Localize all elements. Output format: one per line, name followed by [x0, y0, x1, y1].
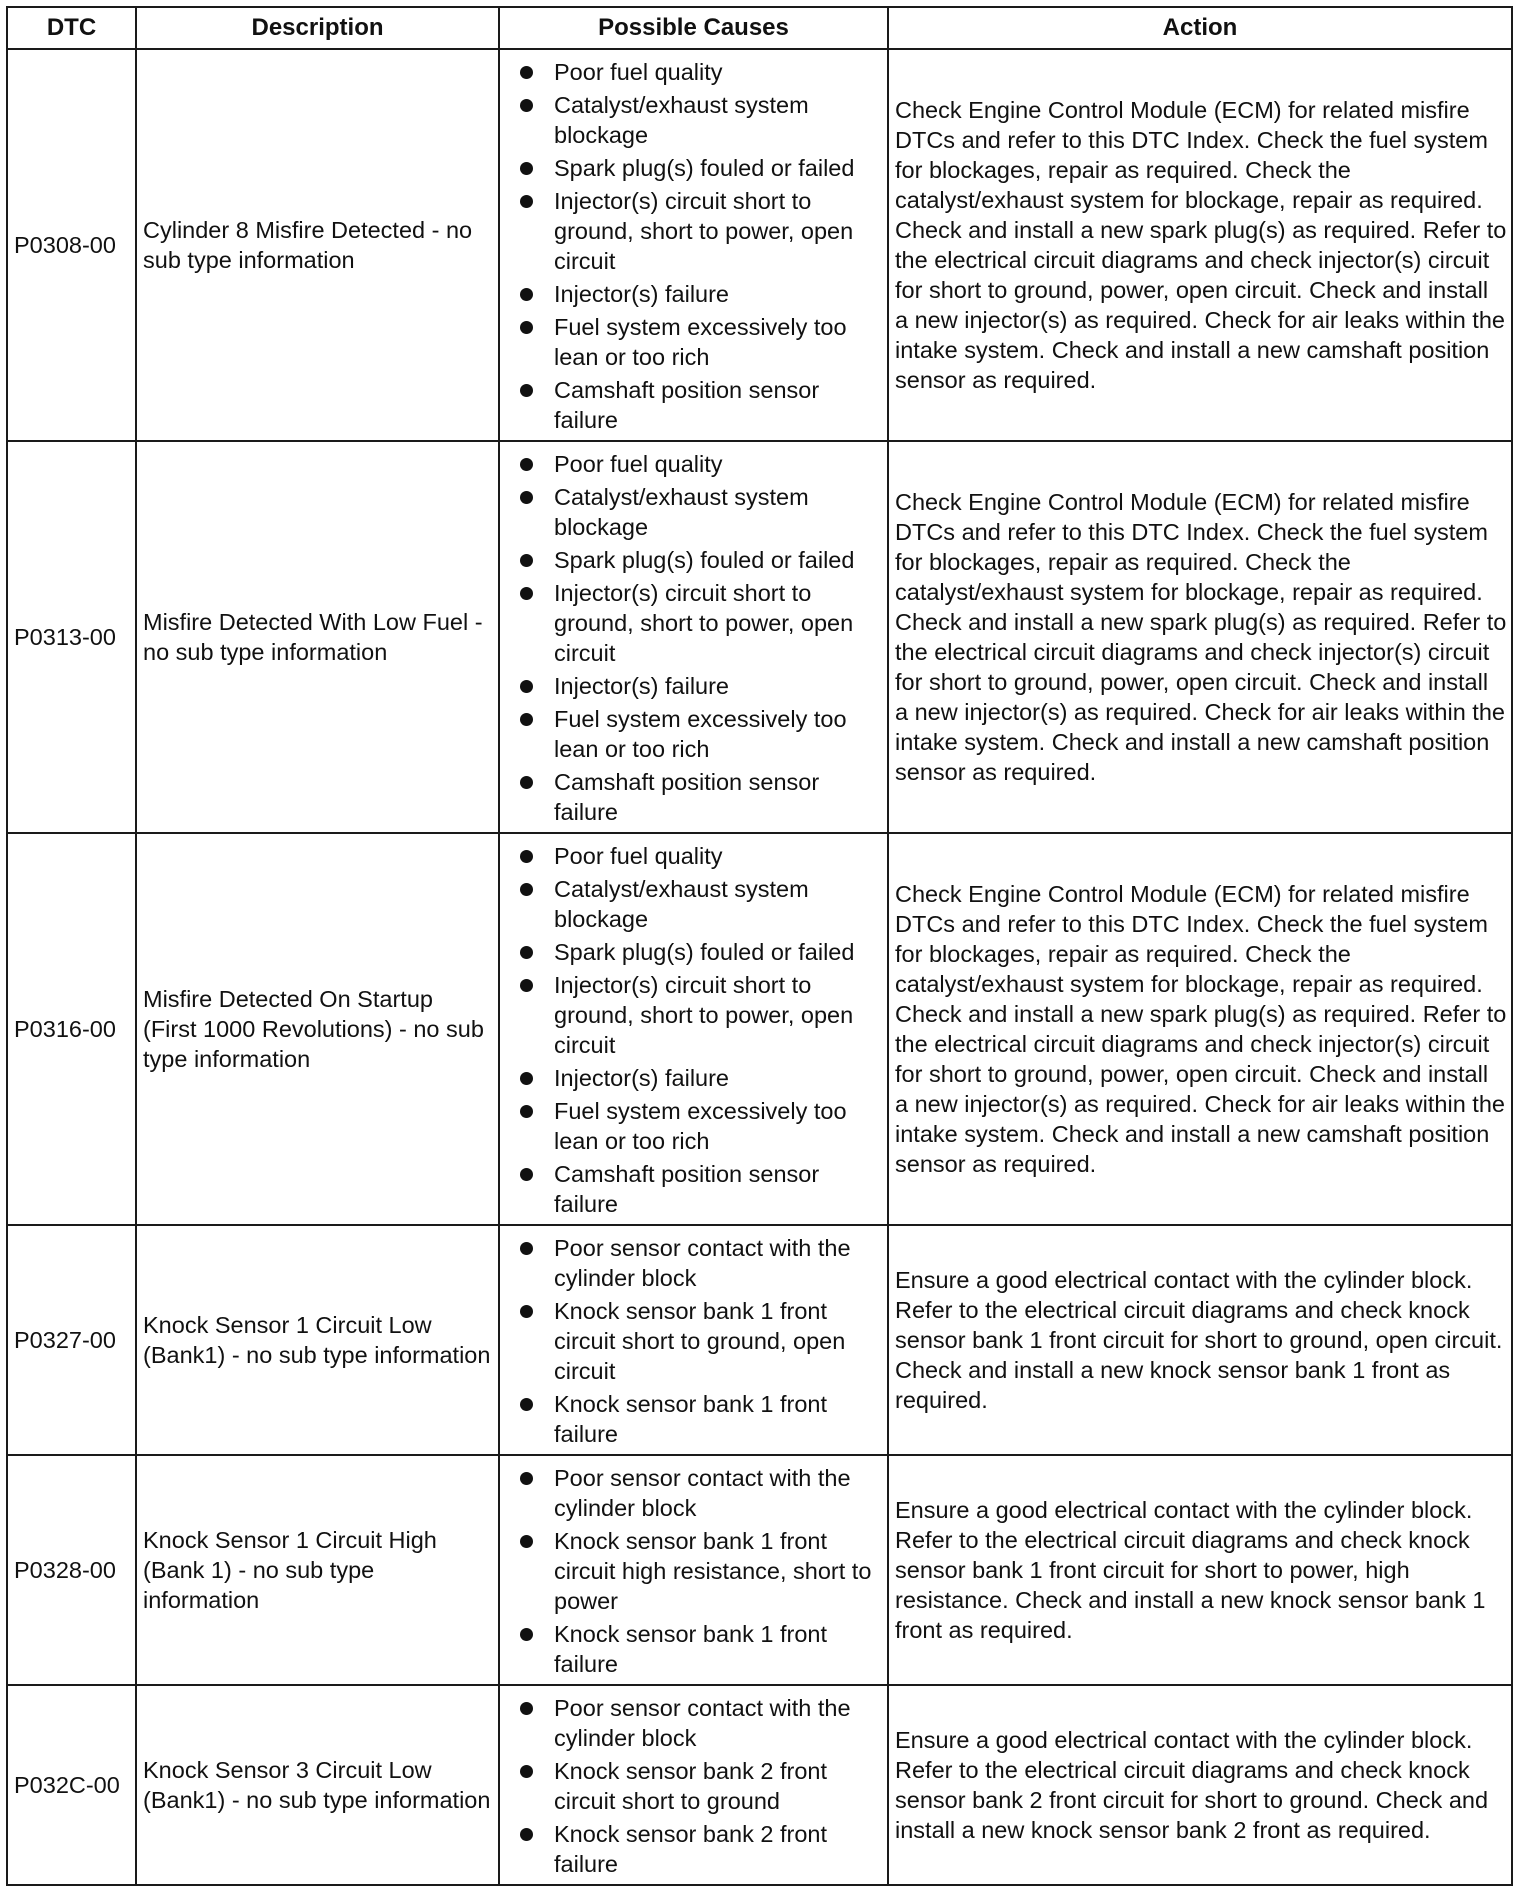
bullet-icon — [520, 1702, 533, 1715]
possible-causes — [499, 441, 888, 833]
dtc-description: Cylinder 8 Misfire Detected - no sub type information — [136, 49, 499, 441]
dtc-action: Check Engine Control Module (ECM) for related misfire DTCs and refer to this DTC Index. Check the fuel system for blockages, repair as required. Check the catalyst/exhaust system for blockage, repair as required. Check and install a new spark plug(s) as required. Refer to the electrical circuit diagrams and check injector(s) circuit for short to ground, power, open circuit. Check and install a new injector(s) as required. Check for air leaks within the intake system. Check and install a new camshaft position sensor as required. — [888, 441, 1512, 833]
cause-item — [520, 671, 881, 701]
dtc-description: Knock Sensor 1 Circuit High (Bank 1) - no sub type information — [136, 1455, 499, 1685]
bullet-icon — [520, 66, 533, 79]
table-row — [7, 441, 1512, 833]
bullet-icon — [520, 321, 533, 334]
bullet-icon — [520, 1765, 533, 1778]
cause-item — [520, 1233, 881, 1293]
cause-text: Fuel system excessively too lean or too rich — [554, 314, 847, 370]
dtc-code: P032C-00 — [7, 1685, 136, 1885]
cause-text: Spark plug(s) fouled or failed — [554, 939, 855, 965]
bullet-icon — [520, 946, 533, 959]
cause-text: Fuel system excessively too lean or too rich — [554, 706, 847, 762]
cause-text: Injector(s) circuit short to ground, short to power, open circuit — [554, 972, 854, 1058]
cause-item — [520, 874, 881, 934]
cause-text: Injector(s) circuit short to ground, short to power, open circuit — [554, 580, 854, 666]
cause-item — [520, 1619, 881, 1679]
dtc-action: Check Engine Control Module (ECM) for related misfire DTCs and refer to this DTC Index. Check the fuel system for blockages, repair as required. Check the catalyst/exhaust system for blockage, repair as required. Check and install a new spark plug(s) as required. Refer to the electrical circuit diagrams and check injector(s) circuit for short to ground, power, open circuit. Check and install a new injector(s) as required. Check for air leaks within the intake system. Check and install a new camshaft position sensor as required. — [888, 49, 1512, 441]
cause-list — [520, 841, 881, 1219]
cause-item — [520, 449, 881, 479]
bullet-icon — [520, 979, 533, 992]
cause-text: Camshaft position sensor failure — [554, 769, 820, 825]
dtc-index-page — [6, 6, 1511, 1886]
cause-item — [520, 153, 881, 183]
bullet-icon — [520, 162, 533, 175]
bullet-icon — [520, 1105, 533, 1118]
dtc-code: P0316-00 — [7, 833, 136, 1225]
cause-item — [520, 937, 881, 967]
cause-item — [520, 1526, 881, 1616]
bullet-icon — [520, 1305, 533, 1318]
cause-text: Poor sensor contact with the cylinder block — [554, 1235, 851, 1291]
cause-item — [520, 375, 881, 435]
cause-item — [520, 1296, 881, 1386]
cause-text: Poor fuel quality — [554, 451, 723, 477]
table-row — [7, 833, 1512, 1225]
dtc-code: P0328-00 — [7, 1455, 136, 1685]
bullet-icon — [520, 288, 533, 301]
dtc-code: P0327-00 — [7, 1225, 136, 1455]
cause-item — [520, 545, 881, 575]
cause-item — [520, 312, 881, 372]
dtc-action: Ensure a good electrical contact with the cylinder block. Refer to the electrical circuit diagrams and check knock sensor bank 1 front circuit for short to power, high resistance. Check and install a new knock sensor bank 1 front as required. — [888, 1455, 1512, 1685]
cause-item — [520, 1389, 881, 1449]
bullet-icon — [520, 195, 533, 208]
cause-text: Knock sensor bank 1 front circuit high resistance, short to power — [554, 1528, 872, 1614]
dtc-action: Ensure a good electrical contact with the cylinder block. Refer to the electrical circuit diagrams and check knock sensor bank 1 front circuit for short to ground, open circuit. Check and install a new knock sensor bank 1 front as required. — [888, 1225, 1512, 1455]
cause-text: Spark plug(s) fouled or failed — [554, 155, 855, 181]
table-row — [7, 49, 1512, 441]
cause-text: Poor fuel quality — [554, 59, 723, 85]
cause-text: Knock sensor bank 1 front failure — [554, 1391, 828, 1447]
cause-text: Spark plug(s) fouled or failed — [554, 547, 855, 573]
cause-text: Catalyst/exhaust system blockage — [554, 484, 809, 540]
bullet-icon — [520, 1242, 533, 1255]
header-description: Description — [136, 7, 499, 49]
dtc-description: Misfire Detected On Startup (First 1000 Revolutions) - no sub type information — [136, 833, 499, 1225]
dtc-action: Check Engine Control Module (ECM) for related misfire DTCs and refer to this DTC Index. Check the fuel system for blockages, repair as required. Check the catalyst/exhaust system for blockage, repair as required. Check and install a new spark plug(s) as required. Refer to the electrical circuit diagrams and check injector(s) circuit for short to ground, power, open circuit. Check and install a new injector(s) as required. Check for air leaks within the intake system. Check and install a new camshaft position sensor as required. — [888, 833, 1512, 1225]
cause-item — [520, 1819, 881, 1879]
bullet-icon — [520, 99, 533, 112]
bullet-icon — [520, 850, 533, 863]
cause-item — [520, 1159, 881, 1219]
bullet-icon — [520, 587, 533, 600]
possible-causes — [499, 1225, 888, 1455]
cause-item — [520, 1693, 881, 1753]
cause-item — [520, 578, 881, 668]
bullet-icon — [520, 776, 533, 789]
cause-text: Poor sensor contact with the cylinder block — [554, 1695, 851, 1751]
table-row — [7, 1225, 1512, 1455]
table-body — [7, 49, 1512, 1885]
cause-text: Injector(s) failure — [554, 1065, 729, 1091]
cause-text: Poor fuel quality — [554, 843, 723, 869]
bullet-icon — [520, 1628, 533, 1641]
bullet-icon — [520, 491, 533, 504]
cause-text: Poor sensor contact with the cylinder block — [554, 1465, 851, 1521]
cause-item — [520, 90, 881, 150]
cause-text: Camshaft position sensor failure — [554, 1161, 820, 1217]
bullet-icon — [520, 1072, 533, 1085]
bullet-icon — [520, 680, 533, 693]
bullet-icon — [520, 458, 533, 471]
bullet-icon — [520, 1828, 533, 1841]
cause-text: Knock sensor bank 1 front failure — [554, 1621, 828, 1677]
table-row — [7, 1455, 1512, 1685]
cause-item — [520, 704, 881, 764]
bullet-icon — [520, 1535, 533, 1548]
table-header-row — [7, 7, 1512, 49]
cause-item — [520, 767, 881, 827]
bullet-icon — [520, 384, 533, 397]
table-row — [7, 1685, 1512, 1885]
header-action: Action — [888, 7, 1512, 49]
cause-list — [520, 1693, 881, 1879]
header-dtc: DTC — [7, 7, 136, 49]
cause-list — [520, 1233, 881, 1449]
possible-causes — [499, 833, 888, 1225]
cause-text: Knock sensor bank 2 front failure — [554, 1821, 828, 1877]
dtc-code: P0308-00 — [7, 49, 136, 441]
cause-text: Catalyst/exhaust system blockage — [554, 876, 809, 932]
cause-item — [520, 1756, 881, 1816]
cause-text: Knock sensor bank 2 front circuit short to ground — [554, 1758, 828, 1814]
cause-text: Injector(s) failure — [554, 281, 729, 307]
bullet-icon — [520, 1472, 533, 1485]
cause-text: Catalyst/exhaust system blockage — [554, 92, 809, 148]
bullet-icon — [520, 1398, 533, 1411]
cause-item — [520, 186, 881, 276]
cause-item — [520, 841, 881, 871]
dtc-action: Ensure a good electrical contact with the cylinder block. Refer to the electrical circuit diagrams and check knock sensor bank 2 front circuit for short to ground. Check and install a new knock sensor bank 2 front as required. — [888, 1685, 1512, 1885]
dtc-description: Misfire Detected With Low Fuel - no sub type information — [136, 441, 499, 833]
dtc-code: P0313-00 — [7, 441, 136, 833]
header-possible-causes: Possible Causes — [499, 7, 888, 49]
cause-text: Fuel system excessively too lean or too rich — [554, 1098, 847, 1154]
bullet-icon — [520, 554, 533, 567]
possible-causes — [499, 1455, 888, 1685]
bullet-icon — [520, 1168, 533, 1181]
cause-item — [520, 1463, 881, 1523]
dtc-table — [6, 6, 1513, 1886]
cause-text: Camshaft position sensor failure — [554, 377, 820, 433]
cause-text: Injector(s) failure — [554, 673, 729, 699]
dtc-description: Knock Sensor 3 Circuit Low (Bank1) - no sub type information — [136, 1685, 499, 1885]
cause-list — [520, 57, 881, 435]
bullet-icon — [520, 883, 533, 896]
cause-item — [520, 482, 881, 542]
cause-text: Knock sensor bank 1 front circuit short to ground, open circuit — [554, 1298, 846, 1384]
cause-item — [520, 279, 881, 309]
cause-text: Injector(s) circuit short to ground, short to power, open circuit — [554, 188, 854, 274]
cause-list — [520, 449, 881, 827]
cause-list — [520, 1463, 881, 1679]
cause-item — [520, 970, 881, 1060]
dtc-description: Knock Sensor 1 Circuit Low (Bank1) - no sub type information — [136, 1225, 499, 1455]
cause-item — [520, 1063, 881, 1093]
bullet-icon — [520, 713, 533, 726]
cause-item — [520, 1096, 881, 1156]
possible-causes — [499, 49, 888, 441]
possible-causes — [499, 1685, 888, 1885]
cause-item — [520, 57, 881, 87]
